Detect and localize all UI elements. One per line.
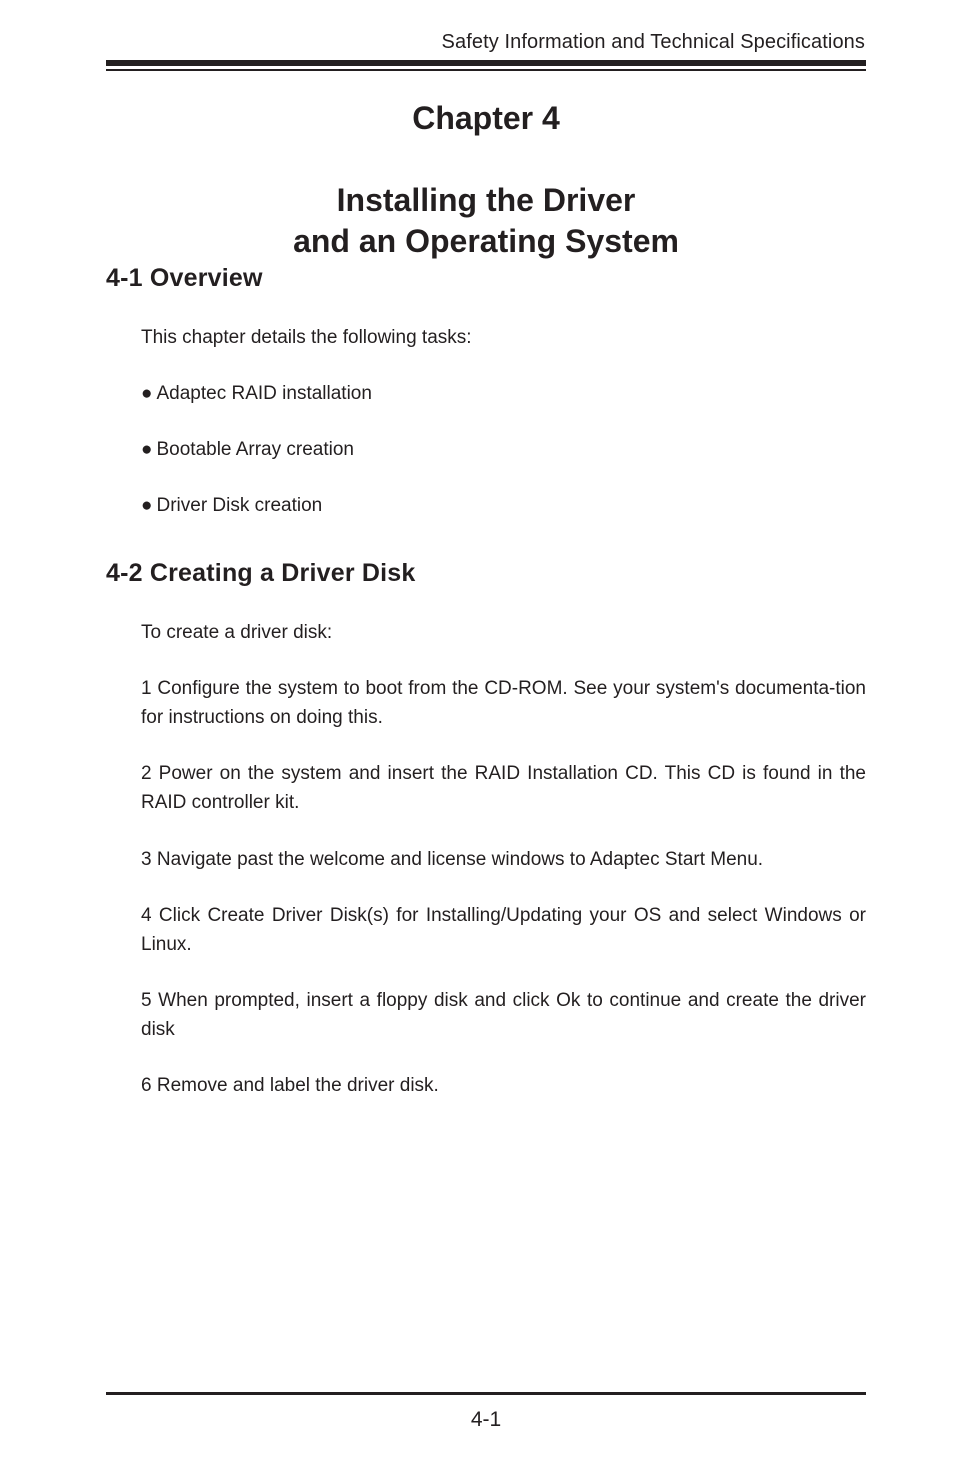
- chapter-title: [106, 180, 866, 262]
- chapter-title-line2: and an Operating System: [293, 223, 679, 259]
- header-rule-thick: [106, 60, 866, 66]
- bullet-item: [141, 379, 866, 408]
- step-item: 6 Remove and label the driver disk.: [141, 1075, 439, 1096]
- step-item: 1 Configure the system to boot from the CD-ROM. See your system's documenta-tion for instructions on doing this.: [141, 678, 866, 728]
- step-item: 2 Power on the system and insert the RAID Installation CD. This CD is found in the RAID controller kit.: [141, 763, 866, 813]
- bullet-text: Driver Disk creation: [156, 495, 323, 516]
- chapter-number-title: Chapter 4: [412, 100, 560, 136]
- step-item: 4 Click Create Driver Disk(s) for Installing/Updating your OS and select Windows or Linux.: [141, 905, 866, 955]
- chapter-title-line1: Installing the Driver: [336, 182, 636, 218]
- running-header: Safety Information and Technical Specifications: [441, 31, 865, 53]
- bullet-icon: ●: [141, 439, 153, 460]
- section-heading-driver-disk: 4-2 Creating a Driver Disk: [106, 559, 416, 587]
- bullet-text: Adaptec RAID installation: [156, 383, 372, 404]
- footer-rule: [106, 1392, 866, 1395]
- step-item: 5 When prompted, insert a floppy disk and click Ok to continue and create the driver disk: [141, 990, 866, 1040]
- header-rule-thin: [106, 69, 866, 71]
- bullet-text: Bootable Array creation: [156, 439, 354, 460]
- bullet-icon: ●: [141, 495, 153, 516]
- page-number: 4-1: [470, 1408, 502, 1431]
- overview-intro: This chapter details the following tasks:: [141, 327, 472, 348]
- step-item: 3 Navigate past the welcome and license windows to Adaptec Start Menu.: [141, 849, 764, 870]
- bullet-item: [141, 491, 866, 520]
- bullet-item: [141, 435, 866, 464]
- bullet-icon: ●: [141, 383, 153, 404]
- section-heading-overview: 4-1 Overview: [106, 264, 263, 292]
- driver-disk-intro: To create a driver disk:: [141, 622, 333, 643]
